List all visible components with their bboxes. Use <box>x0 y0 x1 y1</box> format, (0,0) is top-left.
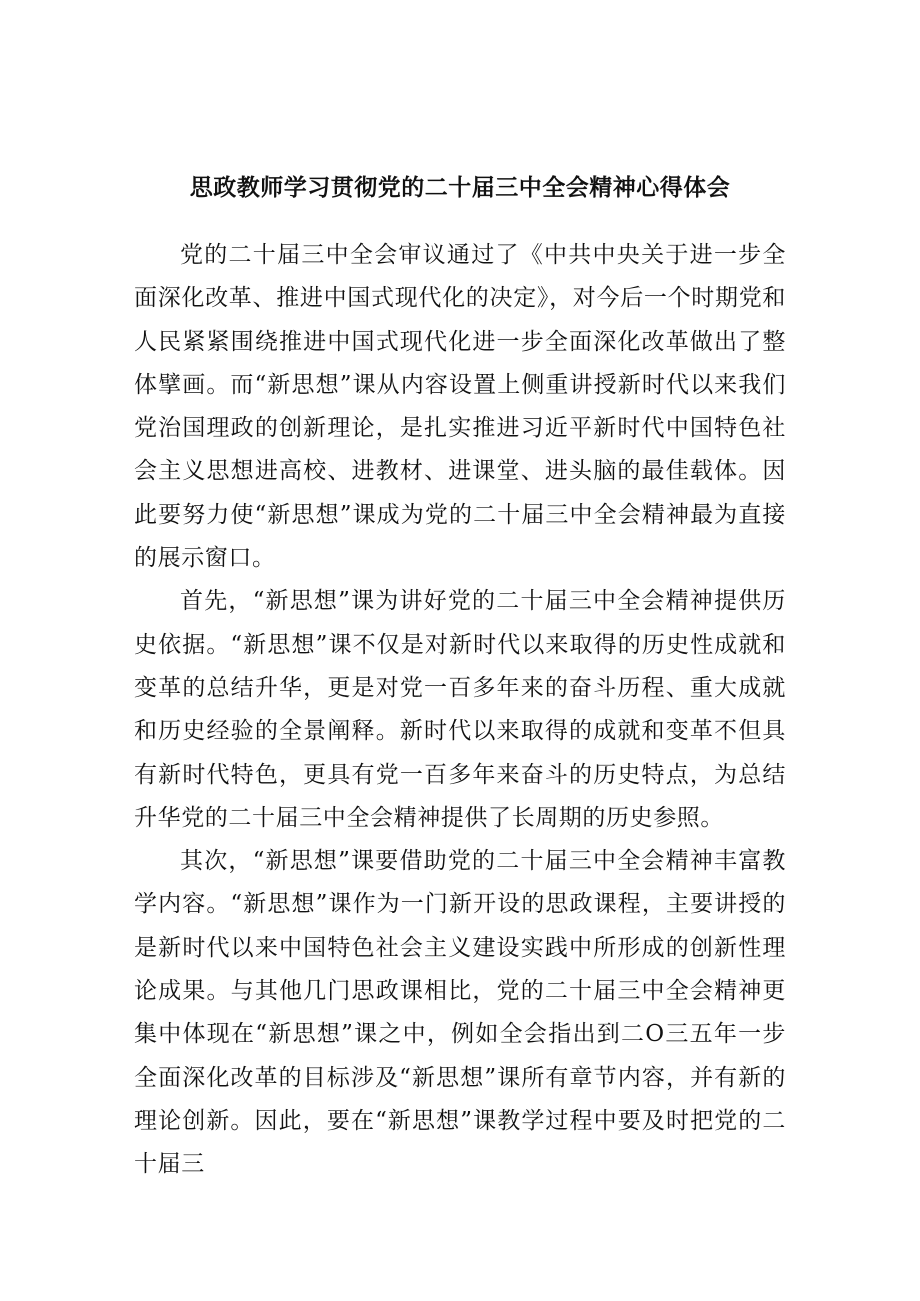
paragraph-intro: 党的二十届三中全会审议通过了《中共中央关于进一步全面深化改革、推进中国式现代化的决定》，对今后一个时期党和人民紧紧围绕推进中国式现代化进一步全面深化改革做出了整体擘画。而“新思想”课从内容设置上侧重讲授新时代以来我们党治国理政的创新理论，是扎实推进习近平新时代中国特色社会主义思想进高校、进教材、进课堂、进头脑的最佳载体。因此要努力使“新思想”课成为党的二十届三中全会精神最为直接的展示窗口。 <box>134 242 786 572</box>
document-body <box>134 234 786 1187</box>
paragraph-first-point: 首先，“新思想”课为讲好党的二十届三中全会精神提供历史依据。“新思想”课不仅是对新时代以来取得的历史性成就和变革的总结升华，更是对党一百多年来的奋斗历程、重大成就和历史经验的全景阐释。新时代以来取得的成就和变革不但具有新时代特色，更具有党一百多年来奋斗的历史特点，为总结升华党的二十届三中全会精神提供了长周期的历史参照。 <box>134 588 786 831</box>
paragraph-second-point: 其次，“新思想”课要借助党的二十届三中全会精神丰富教学内容。“新思想”课作为一门新开设的思政课程，主要讲授的是新时代以来中国特色社会主义建设实践中所形成的创新性理论成果。与其他几门思政课相比，党的二十届三中全会精神更集中体现在“新思想”课之中，例如全会指出到二O三五年一步全面深化改革的目标涉及“新思想”课所有章节内容，并有新的理论创新。因此，要在“新思想”课教学过程中要及时把党的二十届三 <box>134 848 786 1178</box>
document-title: 思政教师学习贯彻党的二十届三中全会精神心得体会 <box>189 175 731 201</box>
